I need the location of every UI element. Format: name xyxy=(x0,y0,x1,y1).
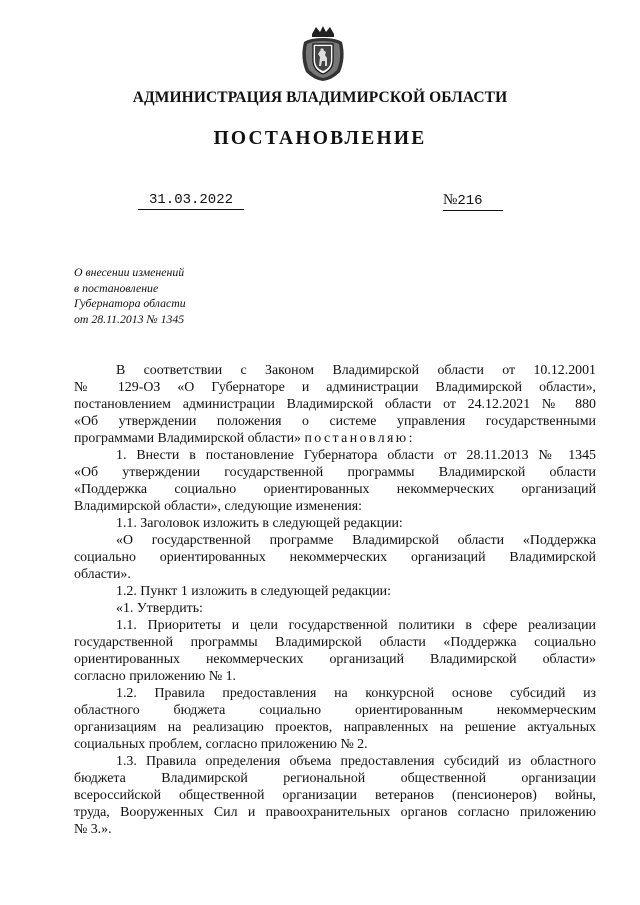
body-line: «Поддержка социально ориентированных некоммерческих организаций xyxy=(74,482,596,497)
subject-line: О внесении изменений xyxy=(74,265,185,279)
number-sign: № xyxy=(443,192,458,208)
body-line: ориентированных некоммерческих организаций Владимирской области» xyxy=(74,652,596,667)
body-line: В соответствии с Законом Владимирской области от 10.12.2001 xyxy=(116,363,596,378)
body-line: 1. Внести в постановление Губернатора области от 28.11.2013 № 1345 xyxy=(116,448,596,463)
body-line: государственной программы Владимирской области «Поддержка социально xyxy=(74,635,596,650)
subject-line: Губернатора области xyxy=(74,296,186,310)
body-line: согласно приложению № 1. xyxy=(74,669,236,684)
resolution-verb: постановляю: xyxy=(304,431,415,446)
body-line: постановлением администрации Владимирской области от 24.12.2021 № 880 xyxy=(74,397,596,412)
body-line: социальных проблем, согласно приложению № 2. xyxy=(74,737,368,752)
body-line: № 129-ОЗ «О Губернаторе и администрации Владимирской области», xyxy=(74,380,596,395)
body-line: всероссийской общественной организации ветеранов (пенсионеров) войны, xyxy=(74,788,596,803)
body-line: области». xyxy=(74,567,131,582)
subject-line: в постановление xyxy=(74,280,159,295)
document-body xyxy=(74,362,596,838)
organization-name: АДМИНИСТРАЦИЯ ВЛАДИМИРСКОЙ ОБЛАСТИ xyxy=(132,89,508,106)
body-line: 1.1. Приоритеты и цели государственной политики в сфере реализации xyxy=(116,618,596,633)
body-line: «Об утверждении положения о системе управления государственными xyxy=(74,414,596,429)
subject-line: от 28.11.2013 № 1345 xyxy=(74,311,185,326)
body-line: № 3.». xyxy=(74,822,112,837)
document-number xyxy=(443,192,503,211)
coat-of-arms-emblem xyxy=(298,24,348,82)
body-line: областного бюджета социально ориентированным некоммерческим xyxy=(74,703,596,718)
body-line: 1.2. Правила предоставления на конкурсной основе субсидий из xyxy=(116,686,596,701)
body-line: организациям на реализацию проектов, направленных на решение актуальных xyxy=(74,720,596,735)
body-line: 1.2. Пункт 1 изложить в следующей редакции: xyxy=(116,584,391,599)
body-line: Владимирской области», следующие изменения: xyxy=(74,499,363,514)
body-line: социально ориентированных некоммерческих организаций Владимирской xyxy=(74,550,596,565)
body-line: труда, Вооруженных Сил и правоохранительных органов согласно приложению xyxy=(74,805,596,820)
body-line: «О государственной программе Владимирской области «Поддержка xyxy=(116,533,596,548)
document-number-value: 216 xyxy=(457,193,483,209)
body-line: «Об утверждении государственной программы Владимирской области xyxy=(74,465,596,480)
document-type-title: ПОСТАНОВЛЕНИЕ xyxy=(213,128,427,149)
body-line: программами Владимирской области» постановляю: xyxy=(74,431,415,446)
document-date: 31.03.2022 xyxy=(138,192,244,210)
document-subject xyxy=(74,265,294,327)
body-line: «1. Утвердить: xyxy=(116,601,203,616)
body-line: 1.1. Заголовок изложить в следующей редакции: xyxy=(116,516,403,531)
body-line: 1.3. Правила определения объема предоставления субсидий из областного xyxy=(116,754,596,769)
body-line: бюджета Владимирской региональной общественной организации xyxy=(74,771,596,786)
